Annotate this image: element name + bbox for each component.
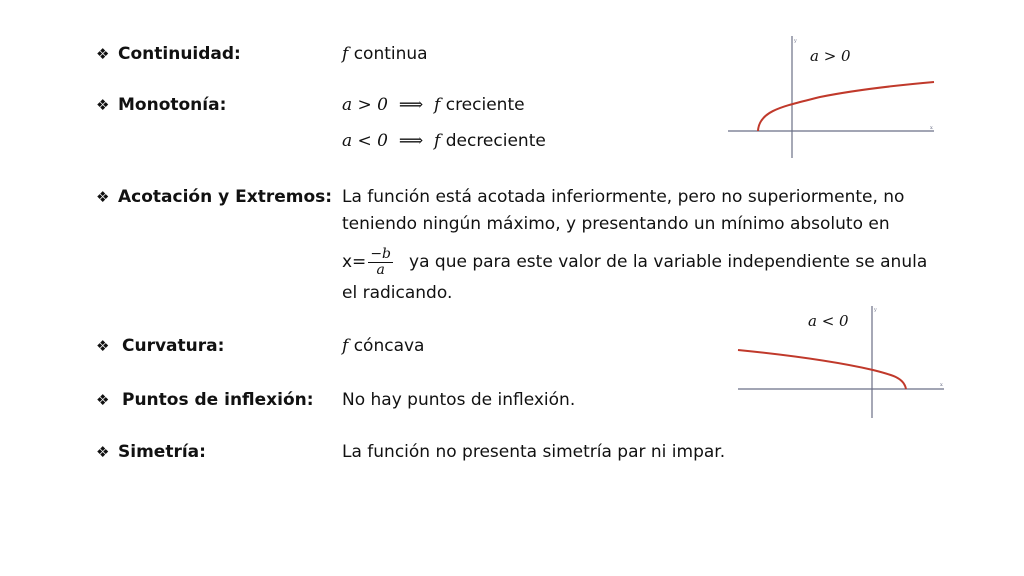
inflexion-label: Puntos de inflexión:	[122, 390, 314, 410]
monotonia-line-1: a > 0 ⟹ f creciente	[342, 95, 525, 115]
inflexion-value: No hay puntos de inflexión.	[342, 390, 576, 410]
curvatura-label: Curvatura:	[122, 336, 225, 356]
bullet-icon: ❖	[96, 188, 110, 206]
bullet-icon: ❖	[96, 96, 110, 114]
simetria-value: La función no presenta simetría par ni impar.	[342, 442, 726, 462]
acotacion-line-3-text: ya que para este valor de la variable independiente se anula	[409, 252, 928, 272]
y-axis-label: y	[794, 38, 797, 44]
acotacion-label: Acotación y Extremos:	[118, 187, 333, 207]
sqrt-curve	[738, 350, 906, 389]
continuidad-label: Continuidad:	[118, 44, 241, 64]
graph-increasing	[720, 30, 950, 165]
acotacion-line-3	[342, 243, 927, 281]
x-axis-label: x	[930, 125, 933, 131]
y-axis-label: y	[874, 307, 877, 313]
acotacion-line-2: teniendo ningún máximo, y presentando un mínimo absoluto en	[342, 214, 890, 234]
sqrt-curve	[758, 82, 934, 131]
bullet-icon: ❖	[96, 443, 110, 461]
x-axis-label: x	[940, 382, 943, 388]
simetria-label: Simetría:	[118, 442, 206, 462]
bullet-icon: ❖	[96, 337, 110, 355]
continuidad-value: f continua	[342, 44, 428, 64]
monotonia-line-2: a < 0 ⟹ f decreciente	[342, 131, 546, 151]
bullet-icon: ❖	[96, 391, 110, 409]
fraction: $\frac{-b}{a}$	[370, 245, 392, 278]
curvatura-value: f cóncava	[342, 336, 425, 356]
monotonia-label: Monotonía:	[118, 95, 227, 115]
graph-caption: a < 0	[808, 312, 849, 330]
bullet-icon: ❖	[96, 45, 110, 63]
x-equals: x=	[342, 252, 367, 272]
graph-caption: a > 0	[810, 47, 851, 65]
graph-decreasing	[728, 300, 958, 425]
acotacion-line-4: el radicando.	[342, 283, 453, 303]
acotacion-line-1: La función está acotada inferiormente, pero no superiormente, no	[342, 187, 905, 207]
